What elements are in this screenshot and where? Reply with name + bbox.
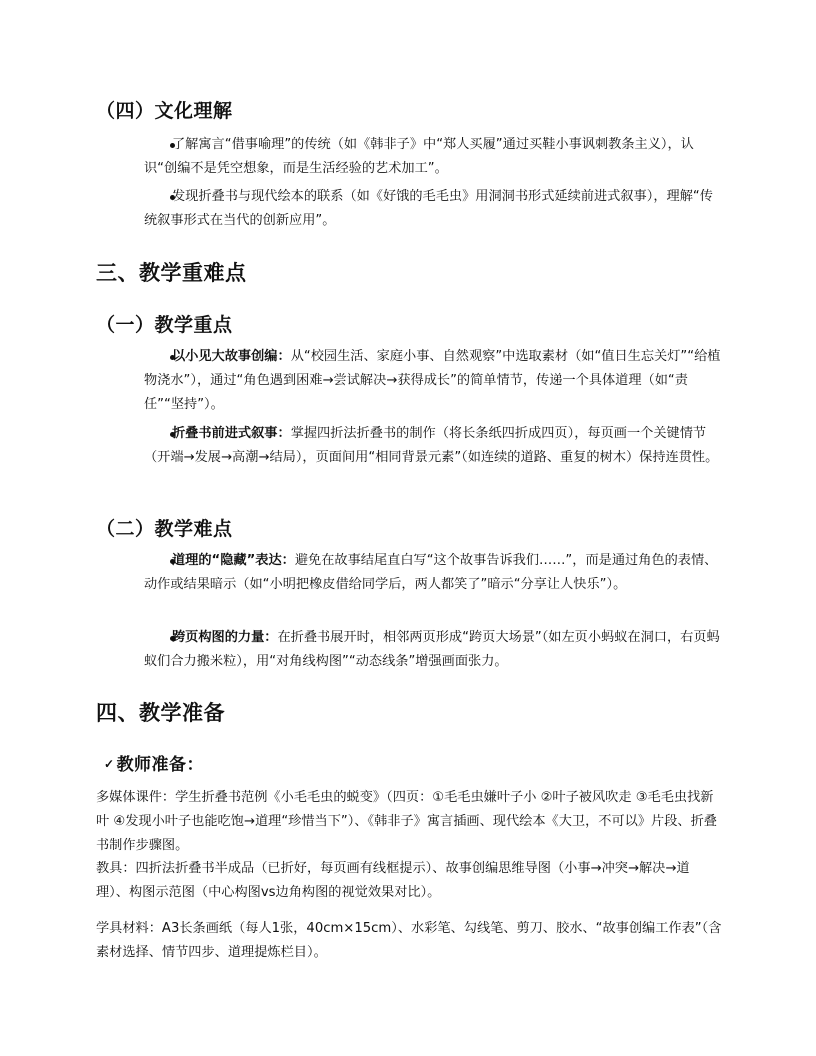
paragraph-key-2: 折叠书前进式叙事：掌握四折法折叠书的制作（将长条纸四折成四页），每页画一个关键情节（开端→发展→高潮→结局），页面间用“相同背景元素”（如连续的道路、重复的树木）保持连贯性。 [144,426,719,465]
paragraph-culture-2: 发现折叠书与现代绘本的联系（如《好饿的毛毛虫》用洞洞书形式延续前进式叙事），理解“传统叙事形式在当代的创新应用”。 [144,189,713,228]
paragraph-culture-1: 了解寓言“借事喻理”的传统（如《韩非子》中“郑人买履”通过买鞋小事讽刺教条主义），认识“创编不是凭空想象，而是生活经验的艺术加工”。 [144,137,694,176]
teacher-preparation-heading: ✓ 教师准备： [104,755,205,775]
paragraph-key-1: 以小见大故事创编：从“校园生活、家庭小事、自然观察”中选取素材（如“值日生忘关灯”“给植物浇水”），通过“角色遇到困难→尝试解决→获得成长”的简单情节，传递一个具体道理（如“责任”“坚持”）。 [144,349,721,412]
paragraph-teaching-aids: 教具：四折法折叠书半成品（已折好，每页画有线框提示）、故事创编思维导图（小事→冲突→解决→道理）、构图示范图（中心构图vs边角构图的视觉效果对比）。 [96,861,690,900]
paragraph-multimedia: 多媒体课件：学生折叠书范例《小毛毛虫的蜕变》（四页：①毛毛虫嫌叶子小 ②叶子被风吹走 ③毛毛虫找新叶 ④发现小叶子也能吃饱→道理“珍惜当下”）、《韩非子》寓言插画、现代绘本《大卫，不可以》片段、折叠书制作步骤图。 [96,790,717,853]
subsection-heading-key: （一）教学重点 [96,314,233,336]
paragraph-difficult-1: 道理的“隐藏”表达：避免在故事结尾直白写“这个故事告诉我们……”，而是通过角色的表情、动作或结果暗示（如“小明把橡皮借给同学后，两人都笑了”暗示“分享让人快乐”）。 [144,553,718,592]
check-icon: ✓ [104,756,115,771]
subsection-heading-difficult: （二）教学难点 [96,518,233,540]
section-heading-preparation: 四、教学准备 [96,700,225,725]
paragraph-materials: 学具材料：A3长条画纸（每人1张，40cm×15cm）、水彩笔、勾线笔、剪刀、胶水、“故事创编工作表”（含素材选择、情节四步、道理提炼栏目）。 [96,921,722,960]
paragraph-difficult-2: 跨页构图的力量：在折叠书展开时，相邻两页形成“跨页大场景”（如左页小蚂蚁在洞口，右页蚂蚁们合力搬米粒），用“对角线构图”“动态线条”增强画面张力。 [144,630,720,669]
section-heading-key-difficult: 三、教学重难点 [96,260,247,285]
section-heading-culture: （四）文化理解 [96,100,233,122]
